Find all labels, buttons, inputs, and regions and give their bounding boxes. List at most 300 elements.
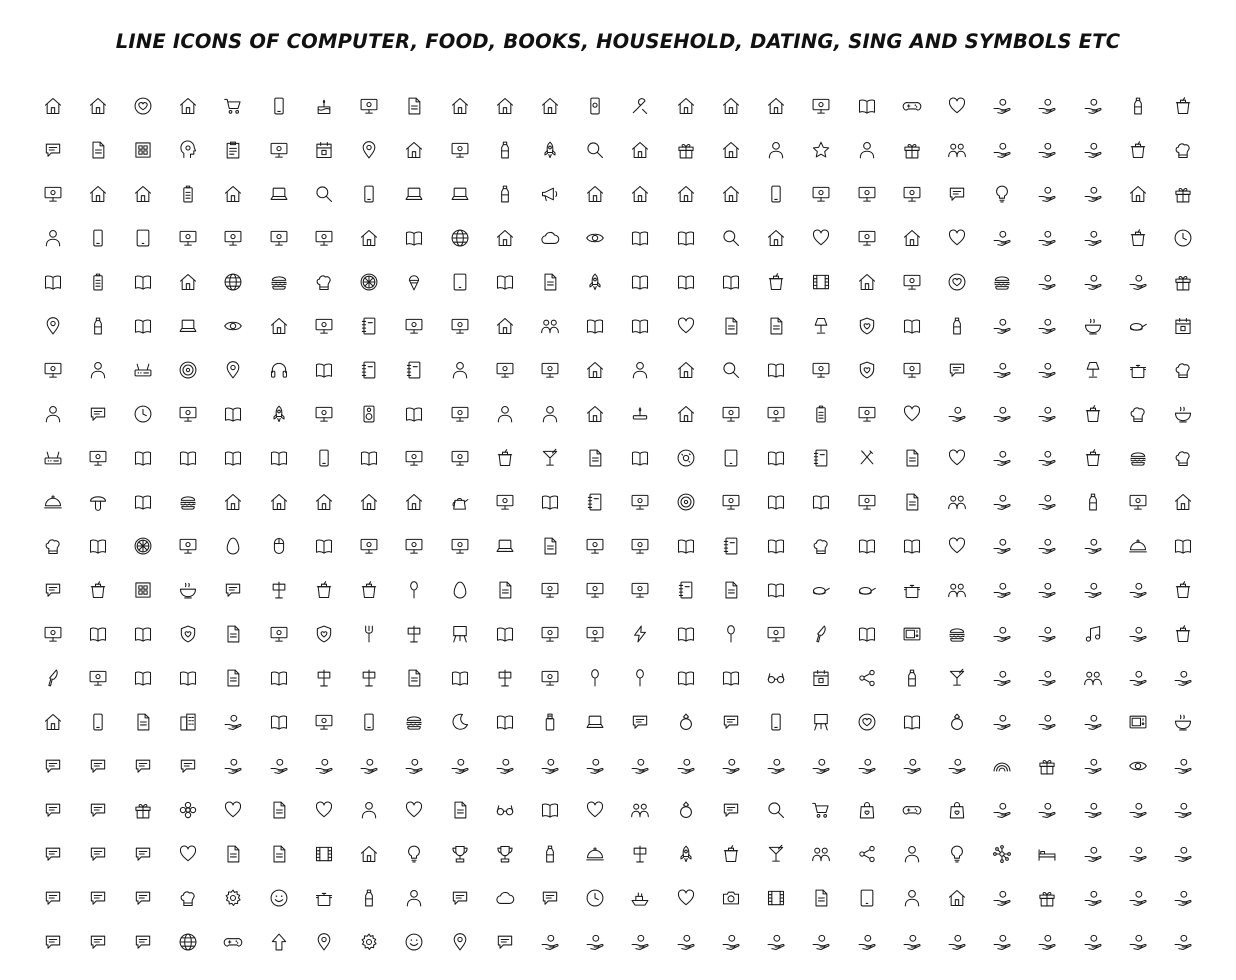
monitor-icon — [359, 96, 379, 116]
bowl-icon — [1173, 712, 1193, 732]
house-icon — [30, 84, 75, 128]
monitor-icon — [708, 480, 753, 524]
hand-icon — [1025, 656, 1070, 700]
hand-icon — [980, 788, 1025, 832]
hand-icon — [618, 744, 663, 788]
hand-icon — [392, 744, 437, 788]
document-icon — [437, 788, 482, 832]
hand-icon — [527, 744, 572, 788]
hand-icon — [1083, 844, 1103, 864]
bag-icon — [857, 800, 877, 820]
monitor-icon — [766, 404, 786, 424]
share-icon — [844, 656, 889, 700]
bowl-icon — [1083, 316, 1103, 336]
network-icon — [980, 832, 1025, 876]
disc-icon — [676, 492, 696, 512]
tools-icon — [618, 84, 663, 128]
hand-icon — [1160, 744, 1205, 788]
monitor-icon — [857, 184, 877, 204]
hand-icon — [482, 744, 527, 788]
book-icon — [120, 304, 165, 348]
hand-icon — [540, 932, 560, 952]
gift-icon — [1160, 172, 1205, 216]
hand-icon — [1115, 832, 1160, 876]
egg-icon — [437, 568, 482, 612]
chat-bubble-icon — [211, 568, 256, 612]
hand-icon — [992, 624, 1012, 644]
hand-icon — [1128, 272, 1148, 292]
hand-icon — [630, 756, 650, 776]
mouse-icon — [269, 536, 289, 556]
book-icon — [676, 228, 696, 248]
smiley-icon — [404, 932, 424, 952]
calendar-icon — [1173, 316, 1193, 336]
book-icon — [223, 404, 243, 424]
chat-bubble-icon — [166, 744, 211, 788]
cup-icon — [495, 448, 515, 468]
house-icon — [663, 172, 708, 216]
router-icon — [43, 448, 63, 468]
monitor-icon — [404, 316, 424, 336]
monitor-icon — [166, 392, 211, 436]
chef-hat-icon — [1173, 360, 1193, 380]
head-icon — [178, 140, 198, 160]
hand-icon — [1173, 756, 1193, 776]
pan-icon — [811, 580, 831, 600]
document-icon — [211, 832, 256, 876]
gift-icon — [902, 140, 922, 160]
cup-icon — [1160, 568, 1205, 612]
hand-icon — [1115, 920, 1160, 964]
monitor-icon — [404, 448, 424, 468]
book-icon — [495, 712, 515, 732]
notebook-icon — [585, 492, 605, 512]
hand-icon — [527, 920, 572, 964]
hand-icon — [721, 756, 741, 776]
house-icon — [211, 172, 256, 216]
hand-icon — [1160, 920, 1205, 964]
hand-icon — [1083, 536, 1103, 556]
pot-icon — [889, 568, 934, 612]
hand-icon — [992, 888, 1012, 908]
hand-icon — [1025, 612, 1070, 656]
burger-icon — [166, 480, 211, 524]
people-icon — [799, 832, 844, 876]
trophy-icon — [450, 844, 470, 864]
hand-icon — [1025, 568, 1070, 612]
gift-icon — [1037, 888, 1057, 908]
cup-icon — [754, 260, 799, 304]
chat-bubble-icon — [947, 184, 967, 204]
chat-bubble-icon — [120, 744, 165, 788]
hand-icon — [980, 480, 1025, 524]
monitor-icon — [301, 700, 346, 744]
ring-icon — [947, 712, 967, 732]
dish-icon — [43, 492, 63, 512]
dish-icon — [1128, 536, 1148, 556]
bottle-icon — [347, 876, 392, 920]
chat-bubble-icon — [88, 932, 108, 952]
gear-icon — [347, 920, 392, 964]
heart-icon — [947, 96, 967, 116]
book-icon — [857, 624, 877, 644]
chat-bubble-icon — [75, 744, 120, 788]
book-icon — [663, 524, 708, 568]
hand-icon — [585, 932, 605, 952]
house-icon — [347, 480, 392, 524]
pot-icon — [314, 888, 334, 908]
laptop-icon — [450, 184, 470, 204]
monitor-icon — [540, 580, 560, 600]
tablet-icon — [120, 216, 165, 260]
head-icon — [166, 128, 211, 172]
rocket-icon — [527, 128, 572, 172]
bottle-icon — [934, 304, 979, 348]
house-icon — [947, 888, 967, 908]
chat-bubble-icon — [947, 360, 967, 380]
smartphone-icon — [88, 228, 108, 248]
monitor-icon — [178, 536, 198, 556]
hand-icon — [211, 744, 256, 788]
hand-icon — [1128, 800, 1148, 820]
page-title: LINE ICONS OF COMPUTER, FOOD, BOOKS, HOUSEHOLD, DATING, SING AND SYMBOLS ETC — [115, 30, 1121, 53]
book-icon — [754, 480, 799, 524]
hand-icon — [1070, 832, 1115, 876]
monitor-icon — [540, 668, 560, 688]
book-icon — [301, 524, 346, 568]
chat-bubble-icon — [43, 800, 63, 820]
people-icon — [618, 788, 663, 832]
lightbulb-icon — [392, 832, 437, 876]
hand-icon — [889, 920, 934, 964]
person-icon — [30, 392, 75, 436]
heart-icon — [934, 436, 979, 480]
book-icon — [754, 348, 799, 392]
shopping-cart-icon — [799, 788, 844, 832]
monitor-icon — [799, 348, 844, 392]
lightning-icon — [618, 612, 663, 656]
document-icon — [450, 800, 470, 820]
people-icon — [811, 844, 831, 864]
document-icon — [540, 536, 560, 556]
hand-icon — [1115, 568, 1160, 612]
ring-icon — [934, 700, 979, 744]
hand-icon — [1160, 832, 1205, 876]
chef-hat-icon — [301, 260, 346, 304]
monitor-icon — [347, 524, 392, 568]
bowl-icon — [1173, 404, 1193, 424]
heart-circle-icon — [844, 700, 889, 744]
bottle-icon — [359, 888, 379, 908]
calendar-icon — [314, 140, 334, 160]
book-icon — [211, 392, 256, 436]
dish-icon — [573, 832, 618, 876]
monitor-icon — [630, 580, 650, 600]
usb-icon — [540, 712, 560, 732]
camera-icon — [708, 876, 753, 920]
hand-icon — [992, 228, 1012, 248]
clock-icon — [1160, 216, 1205, 260]
monitor-icon — [585, 536, 605, 556]
kettle-icon — [450, 492, 470, 512]
document-icon — [527, 524, 572, 568]
smiley-icon — [392, 920, 437, 964]
house-icon — [211, 480, 256, 524]
hand-icon — [992, 140, 1012, 160]
cup-icon — [301, 568, 346, 612]
hand-icon — [223, 756, 243, 776]
book-icon — [256, 436, 301, 480]
person-icon — [43, 228, 63, 248]
chat-bubble-icon — [75, 788, 120, 832]
chat-bubble-icon — [30, 568, 75, 612]
heart-circle-icon — [857, 712, 877, 732]
chat-bubble-icon — [178, 756, 198, 776]
monitor-icon — [211, 216, 256, 260]
book-icon — [404, 404, 424, 424]
bottle-icon — [889, 656, 934, 700]
chef-hat-icon — [1160, 128, 1205, 172]
monitor-icon — [166, 216, 211, 260]
hand-icon — [947, 932, 967, 952]
trophy-icon — [495, 844, 515, 864]
monitor-icon — [314, 316, 334, 336]
signpost-icon — [482, 656, 527, 700]
hand-icon — [1025, 172, 1070, 216]
rocket-icon — [269, 404, 289, 424]
house-icon — [663, 348, 708, 392]
monitor-icon — [540, 360, 560, 380]
book-icon — [573, 304, 618, 348]
heart-icon — [663, 876, 708, 920]
hand-icon — [980, 700, 1025, 744]
hand-icon — [1128, 888, 1148, 908]
document-icon — [766, 316, 786, 336]
hand-icon — [630, 932, 650, 952]
hand-icon — [1083, 140, 1103, 160]
gift-icon — [1025, 876, 1070, 920]
smartphone-icon — [359, 184, 379, 204]
clock-icon — [120, 392, 165, 436]
book-icon — [120, 436, 165, 480]
book-icon — [166, 436, 211, 480]
ring-icon — [663, 700, 708, 744]
monitor-icon — [799, 172, 844, 216]
bowl-icon — [166, 568, 211, 612]
house-icon — [708, 128, 753, 172]
house-icon — [585, 360, 605, 380]
house-icon — [721, 140, 741, 160]
hand-icon — [811, 932, 831, 952]
house-icon — [314, 492, 334, 512]
people-icon — [934, 128, 979, 172]
lamp-icon — [1070, 348, 1115, 392]
chat-bubble-icon — [450, 888, 470, 908]
burger-icon — [392, 700, 437, 744]
book-icon — [618, 436, 663, 480]
chat-bubble-icon — [437, 876, 482, 920]
chat-bubble-icon — [75, 876, 120, 920]
chat-bubble-icon — [43, 888, 63, 908]
pot-icon — [1115, 348, 1160, 392]
book-icon — [482, 700, 527, 744]
house-icon — [527, 84, 572, 128]
gift-icon — [1173, 184, 1193, 204]
laptop-icon — [178, 316, 198, 336]
book-icon — [811, 492, 831, 512]
hand-icon — [540, 756, 560, 776]
hand-icon — [1173, 800, 1193, 820]
balloon-icon — [1173, 492, 1193, 512]
tools-icon — [630, 96, 650, 116]
smartphone-icon — [75, 700, 120, 744]
hand-icon — [1037, 580, 1057, 600]
cup-icon — [1173, 624, 1193, 644]
glasses-icon — [754, 656, 799, 700]
cup-icon — [482, 436, 527, 480]
hand-icon — [1037, 492, 1057, 512]
monitor-icon — [43, 184, 63, 204]
building-icon — [178, 712, 198, 732]
person-icon — [857, 140, 877, 160]
document-icon — [754, 304, 799, 348]
monitor-icon — [43, 624, 63, 644]
house-icon — [43, 96, 63, 116]
hand-icon — [980, 304, 1025, 348]
music-icon — [1070, 612, 1115, 656]
document-icon — [256, 788, 301, 832]
bottle-icon — [75, 304, 120, 348]
house-icon — [857, 272, 877, 292]
book-icon — [437, 656, 482, 700]
house-icon — [663, 392, 708, 436]
hand-icon — [980, 920, 1025, 964]
trophy-icon — [437, 832, 482, 876]
signpost-icon — [347, 656, 392, 700]
house-icon — [120, 172, 165, 216]
book-icon — [133, 668, 153, 688]
shield-icon — [844, 348, 889, 392]
star-icon — [811, 140, 831, 160]
chat-bubble-icon — [43, 756, 63, 776]
house-icon — [301, 480, 346, 524]
bed-icon — [1025, 832, 1070, 876]
cup-icon — [1173, 580, 1193, 600]
house-icon — [166, 260, 211, 304]
book-icon — [256, 700, 301, 744]
hand-icon — [1070, 568, 1115, 612]
monitor-icon — [754, 392, 799, 436]
hand-icon — [1037, 800, 1057, 820]
clock-icon — [133, 404, 153, 424]
monitor-icon — [437, 128, 482, 172]
hand-icon — [1070, 524, 1115, 568]
person-icon — [30, 216, 75, 260]
map-pin-icon — [437, 920, 482, 964]
monitor-icon — [359, 536, 379, 556]
rocket-icon — [663, 832, 708, 876]
monitor-icon — [256, 216, 301, 260]
house-icon — [269, 492, 289, 512]
cup-icon — [1070, 436, 1115, 480]
house-icon — [178, 96, 198, 116]
book-icon — [527, 480, 572, 524]
globe-icon — [211, 260, 256, 304]
camera-icon — [721, 888, 741, 908]
notebook-icon — [347, 304, 392, 348]
document-icon — [889, 480, 934, 524]
egg-icon — [450, 580, 470, 600]
donut-icon — [676, 448, 696, 468]
pot-icon — [301, 876, 346, 920]
book-icon — [392, 216, 437, 260]
hand-icon — [766, 932, 786, 952]
book-icon — [630, 448, 650, 468]
house-icon — [676, 360, 696, 380]
cup-icon — [75, 568, 120, 612]
house-icon — [88, 184, 108, 204]
monitor-icon — [585, 624, 605, 644]
burger-icon — [269, 272, 289, 292]
document-icon — [211, 656, 256, 700]
cocktail-icon — [754, 832, 799, 876]
monitor-icon — [75, 436, 120, 480]
hand-icon — [1160, 876, 1205, 920]
router-icon — [120, 348, 165, 392]
ship-icon — [630, 888, 650, 908]
house-icon — [88, 96, 108, 116]
microwave-icon — [902, 624, 922, 644]
hand-icon — [980, 436, 1025, 480]
router-icon — [30, 436, 75, 480]
house-icon — [721, 96, 741, 116]
gamepad-icon — [902, 96, 922, 116]
chat-bubble-icon — [540, 888, 560, 908]
monitor-icon — [269, 228, 289, 248]
grid-box-icon — [133, 580, 153, 600]
film-icon — [799, 260, 844, 304]
hand-icon — [992, 668, 1012, 688]
book-icon — [540, 492, 560, 512]
hand-icon — [1083, 756, 1103, 776]
utensils-icon — [857, 448, 877, 468]
hand-icon — [404, 756, 424, 776]
hand-icon — [1070, 128, 1115, 172]
hand-icon — [1160, 656, 1205, 700]
house-icon — [43, 712, 63, 732]
hand-icon — [992, 492, 1012, 512]
house-icon — [934, 876, 979, 920]
chef-hat-icon — [314, 272, 334, 292]
disc-icon — [663, 480, 708, 524]
monitor-icon — [857, 228, 877, 248]
monitor-icon — [630, 492, 650, 512]
monitor-icon — [88, 448, 108, 468]
bottle-icon — [495, 184, 515, 204]
monitor-icon — [844, 216, 889, 260]
house-icon — [359, 844, 379, 864]
hand-icon — [992, 712, 1012, 732]
book-icon — [88, 624, 108, 644]
house-icon — [482, 216, 527, 260]
hand-icon — [1115, 260, 1160, 304]
monitor-icon — [844, 172, 889, 216]
shield-icon — [844, 304, 889, 348]
ring-icon — [676, 712, 696, 732]
hand-icon — [844, 920, 889, 964]
hand-icon — [437, 744, 482, 788]
chat-bubble-icon — [934, 172, 979, 216]
